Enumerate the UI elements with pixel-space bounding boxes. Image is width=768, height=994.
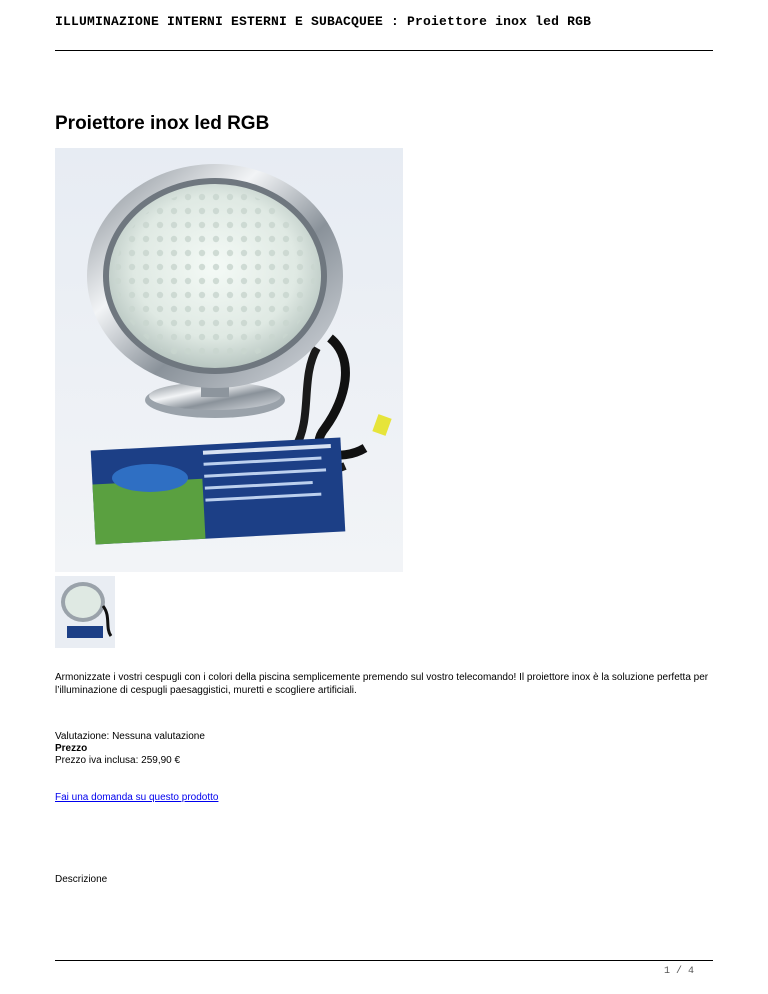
description-section-label: Descrizione	[55, 874, 108, 885]
product-main-image	[55, 148, 403, 572]
product-price: Prezzo iva inclusa: 259,90 €	[55, 755, 181, 766]
page-number: 1 / 4	[663, 966, 694, 977]
ask-question-link[interactable]: Fai una domanda su questo prodotto	[55, 792, 219, 803]
product-photo-icon	[55, 148, 403, 572]
product-description: Armonizzate i vostri cespugli con i colori della piscina semplicemente premendo sul vostro telecomando! Il proiettore inox è la soluzione perfetta per l’illuminazione di cespugli paesaggistici, muretti e scogliere artificiali.	[55, 672, 709, 696]
product-thumbnail[interactable]	[55, 576, 115, 648]
product-rating: Valutazione: Nessuna valutazione	[55, 731, 205, 742]
footer-divider	[55, 960, 713, 961]
price-heading: Prezzo	[55, 743, 88, 754]
page-header-title: ILLUMINAZIONE INTERNI ESTERNI E SUBACQUEE : Proiettore inox led RGB	[55, 14, 592, 29]
header-divider	[55, 50, 713, 51]
product-title: Proiettore inox led RGB	[55, 113, 270, 134]
product-thumbnail-icon	[55, 576, 115, 648]
